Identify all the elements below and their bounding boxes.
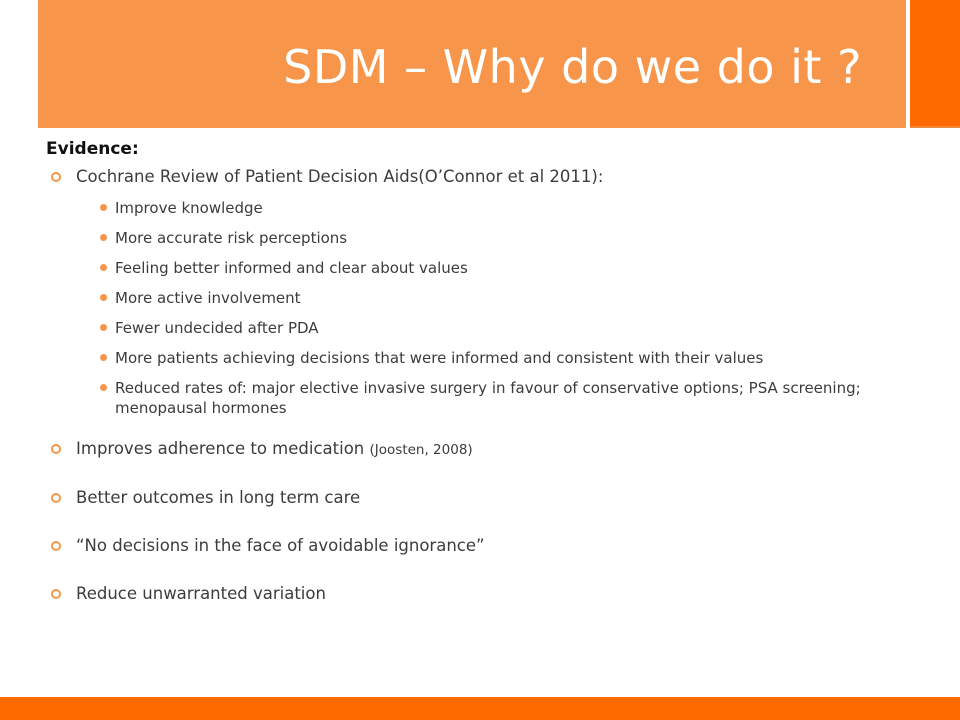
slide-title: SDM – Why do we do it ? [283, 40, 862, 94]
filled-bullet-icon [100, 204, 107, 211]
point-bullet [46, 535, 926, 557]
bottom-bar [0, 697, 960, 720]
hollow-bullet-icon [51, 172, 61, 182]
cochrane-text: Cochrane Review of Patient Decision Aids(O’Connor et al 2011): [76, 167, 604, 186]
hollow-bullet-icon [51, 444, 61, 454]
point-text: Better outcomes in long term care [76, 488, 361, 507]
cochrane-item-text: Improve knowledge [115, 199, 263, 217]
filled-bullet-icon [100, 324, 107, 331]
point-citation: (Joosten, 2008) [369, 442, 473, 458]
cochrane-item-text: More patients achieving decisions that were informed and consistent with their values [115, 349, 764, 367]
cochrane-item-text: More accurate risk perceptions [115, 229, 348, 247]
hollow-bullet-icon [51, 589, 61, 599]
point-text: Improves adherence to medication [76, 439, 365, 458]
cochrane-item [46, 318, 926, 338]
evidence-heading [46, 136, 926, 162]
point-text: “No decisions in the face of avoidable ignorance” [76, 536, 485, 555]
filled-bullet-icon [100, 234, 107, 241]
cochrane-bullet [46, 166, 926, 188]
cochrane-item [46, 348, 926, 368]
cochrane-item-text: Feeling better informed and clear about values [115, 259, 468, 277]
cochrane-item [46, 258, 926, 278]
slide-content [46, 136, 926, 605]
point-text: Reduce unwarranted variation [76, 584, 326, 603]
evidence-heading-colon: : [131, 139, 139, 159]
hollow-bullet-icon [51, 541, 61, 551]
filled-bullet-icon [100, 264, 107, 271]
cochrane-item [46, 288, 926, 308]
filled-bullet-icon [100, 384, 107, 391]
point-bullet [46, 583, 926, 605]
filled-bullet-icon [100, 354, 107, 361]
hollow-bullet-icon [51, 493, 61, 503]
cochrane-item-text: More active involvement [115, 289, 301, 307]
title-accent-block [910, 0, 960, 126]
cochrane-item [46, 198, 926, 218]
filled-bullet-icon [100, 294, 107, 301]
point-bullet [46, 487, 926, 509]
cochrane-item-text: Fewer undecided after PDA [115, 319, 319, 337]
evidence-heading-text: Evidence [46, 139, 132, 159]
cochrane-item [46, 378, 926, 418]
point-bullet [46, 438, 926, 461]
title-accent-line [910, 126, 960, 128]
cochrane-item [46, 228, 926, 248]
cochrane-item-text: Reduced rates of: major elective invasive surgery in favour of conservative options; PSA screening; menopausal hormones [115, 379, 861, 417]
